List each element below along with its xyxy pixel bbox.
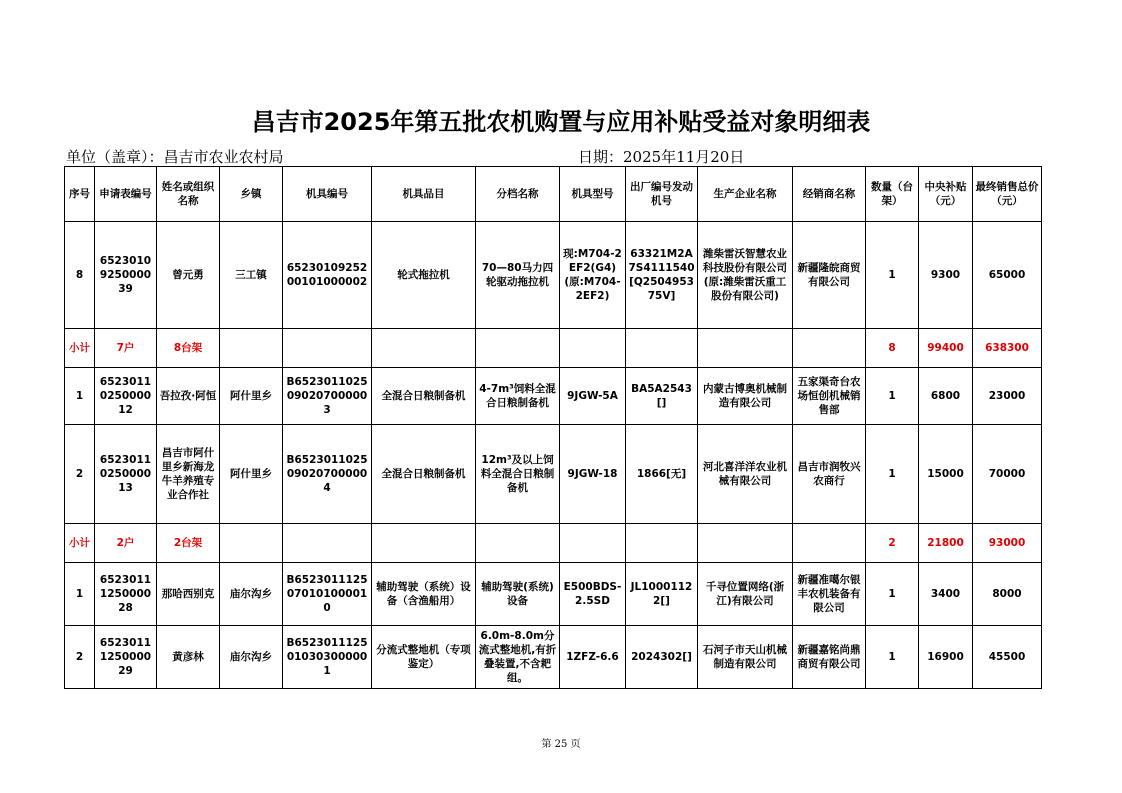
cell-grade: 6.0m-8.0m分流式整地机,有折叠装置,不含耙组。	[476, 626, 560, 689]
cell-quantity: 1	[866, 626, 919, 689]
cell-township: 三工镇	[220, 222, 283, 329]
header-grade: 分档名称	[476, 167, 560, 222]
cell-manufacturer: 内蒙古博奥机械制造有限公司	[698, 368, 793, 425]
cell-serial: 2024302[]	[626, 626, 698, 689]
cell-total-price: 65000	[973, 222, 1042, 329]
cell-model: 现:M704-2EF2(G4)(原:M704-2EF2)	[560, 222, 626, 329]
cell-dealer: 五家渠奇台农场恒创机械销售部	[793, 368, 866, 425]
cell-manufacturer: 潍柴雷沃智慧农业科技股份有限公司(原:潍柴雷沃重工股份有限公司)	[698, 222, 793, 329]
cell-empty	[283, 329, 372, 368]
cell-machine-no: B6523011025090207000004	[283, 425, 372, 524]
cell-empty	[698, 329, 793, 368]
cell-application-no: 6523010925000039	[95, 222, 157, 329]
cell-seq: 1	[65, 368, 95, 425]
cell-dealer: 新疆嘉铭尚鼎商贸有限公司	[793, 626, 866, 689]
cell-quantity: 2	[866, 524, 919, 563]
cell-empty	[372, 524, 476, 563]
subtotal-row	[65, 524, 1042, 563]
cell-model: E500BDS-2.5SD	[560, 563, 626, 626]
table-header-row	[65, 167, 1042, 222]
subsidy-table	[64, 166, 1042, 689]
header-application-no: 申请表编号	[95, 167, 157, 222]
cell-empty	[476, 329, 560, 368]
cell-application-no: 6523011125000028	[95, 563, 157, 626]
cell-empty	[220, 329, 283, 368]
table-row	[65, 368, 1042, 425]
cell-name: 那哈西别克	[157, 563, 220, 626]
cell-township: 庙尔沟乡	[220, 626, 283, 689]
cell-total-price: 45500	[973, 626, 1042, 689]
cell-empty	[626, 329, 698, 368]
cell-serial: 63321M2A7S4111540[Q250495375V]	[626, 222, 698, 329]
cell-dealer: 新疆准噶尔银丰农机装备有限公司	[793, 563, 866, 626]
cell-model: 9JGW-5A	[560, 368, 626, 425]
cell-central-subsidy: 21800	[919, 524, 973, 563]
cell-central-subsidy: 6800	[919, 368, 973, 425]
cell-quantity: 8	[866, 329, 919, 368]
cell-subtotal-label: 小计	[65, 329, 95, 368]
cell-township: 阿什里乡	[220, 425, 283, 524]
cell-empty	[793, 329, 866, 368]
header-machine-no: 机具编号	[283, 167, 372, 222]
cell-application-no: 6523011025000013	[95, 425, 157, 524]
cell-application-no: 6523011125000029	[95, 626, 157, 689]
cell-central-subsidy: 3400	[919, 563, 973, 626]
cell-grade: 70—80马力四轮驱动拖拉机	[476, 222, 560, 329]
cell-category: 轮式拖拉机	[372, 222, 476, 329]
cell-name: 曾元勇	[157, 222, 220, 329]
cell-empty	[793, 524, 866, 563]
cell-grade: 12m³及以上饲料全混合日粮制备机	[476, 425, 560, 524]
cell-empty	[626, 524, 698, 563]
table-row	[65, 626, 1042, 689]
page-title: 昌吉市2025年第五批农机购置与应用补贴受益对象明细表	[251, 108, 871, 136]
cell-manufacturer: 石河子市天山机械制造有限公司	[698, 626, 793, 689]
cell-machine-no: B6523011125010303000001	[283, 626, 372, 689]
cell-seq: 2	[65, 626, 95, 689]
cell-total-price: 8000	[973, 563, 1042, 626]
cell-empty	[283, 524, 372, 563]
cell-serial: BA5A2543[]	[626, 368, 698, 425]
cell-central-subsidy: 16900	[919, 626, 973, 689]
cell-grade: 4-7m³饲料全混合日粮制备机	[476, 368, 560, 425]
cell-name: 黄彦林	[157, 626, 220, 689]
cell-total-price: 70000	[973, 425, 1042, 524]
cell-total-price: 93000	[973, 524, 1042, 563]
page-number: 第 25 页	[541, 739, 581, 750]
header-dealer: 经销商名称	[793, 167, 866, 222]
cell-township: 阿什里乡	[220, 368, 283, 425]
cell-model: 1ZFZ-6.6	[560, 626, 626, 689]
header-category: 机具品目	[372, 167, 476, 222]
table-row	[65, 222, 1042, 329]
cell-seq: 8	[65, 222, 95, 329]
cell-dealer: 新疆隆皖商贸有限公司	[793, 222, 866, 329]
cell-serial: 1866[无]	[626, 425, 698, 524]
cell-machine-no: B6523011125070101000010	[283, 563, 372, 626]
cell-households: 2户	[95, 524, 157, 563]
cell-category: 全混合日粮制备机	[372, 368, 476, 425]
cell-seq: 1	[65, 563, 95, 626]
cell-grade: 辅助驾驶(系统)设备	[476, 563, 560, 626]
header-seq: 序号	[65, 167, 95, 222]
cell-empty	[698, 524, 793, 563]
cell-empty	[560, 329, 626, 368]
cell-quantity: 1	[866, 222, 919, 329]
cell-households: 7户	[95, 329, 157, 368]
cell-application-no: 6523011025000012	[95, 368, 157, 425]
header-model: 机具型号	[560, 167, 626, 222]
cell-name: 吾拉孜·阿恒	[157, 368, 220, 425]
unit-label: 单位（盖章）：昌吉市农业农村局	[66, 148, 284, 166]
header-name: 姓名或组织名称	[157, 167, 220, 222]
cell-category: 全混合日粮制备机	[372, 425, 476, 524]
cell-serial: JL10001122[]	[626, 563, 698, 626]
header-township: 乡镇	[220, 167, 283, 222]
cell-central-subsidy: 99400	[919, 329, 973, 368]
cell-machine-no: B6523011025090207000003	[283, 368, 372, 425]
table-row	[65, 425, 1042, 524]
cell-model: 9JGW-18	[560, 425, 626, 524]
date-label: 日期：2025年11月20日	[578, 148, 745, 166]
cell-category: 分流式整地机（专项鉴定）	[372, 626, 476, 689]
cell-units: 8台架	[157, 329, 220, 368]
table-row	[65, 563, 1042, 626]
cell-empty	[372, 329, 476, 368]
cell-empty	[560, 524, 626, 563]
cell-quantity: 1	[866, 425, 919, 524]
cell-seq: 2	[65, 425, 95, 524]
cell-central-subsidy: 15000	[919, 425, 973, 524]
cell-quantity: 1	[866, 563, 919, 626]
cell-empty	[220, 524, 283, 563]
cell-total-price: 638300	[973, 329, 1042, 368]
cell-manufacturer: 千寻位置网络(浙江)有限公司	[698, 563, 793, 626]
cell-category: 辅助驾驶（系统）设备（含渔船用）	[372, 563, 476, 626]
cell-township: 庙尔沟乡	[220, 563, 283, 626]
cell-dealer: 昌吉市润牧兴农商行	[793, 425, 866, 524]
cell-subtotal-label: 小计	[65, 524, 95, 563]
subtotal-row	[65, 329, 1042, 368]
cell-machine-no: 6523010925200101000002	[283, 222, 372, 329]
header-serial: 出厂编号发动机号	[626, 167, 698, 222]
header-manufacturer: 生产企业名称	[698, 167, 793, 222]
cell-manufacturer: 河北喜洋洋农业机械有限公司	[698, 425, 793, 524]
header-central-subsidy: 中央补贴（元）	[919, 167, 973, 222]
header-total-price: 最终销售总价（元）	[973, 167, 1042, 222]
header-quantity: 数量（台架）	[866, 167, 919, 222]
cell-quantity: 1	[866, 368, 919, 425]
cell-central-subsidy: 9300	[919, 222, 973, 329]
cell-total-price: 23000	[973, 368, 1042, 425]
cell-units: 2台架	[157, 524, 220, 563]
cell-empty	[476, 524, 560, 563]
cell-name: 昌吉市阿什里乡新海龙牛羊养殖专业合作社	[157, 425, 220, 524]
